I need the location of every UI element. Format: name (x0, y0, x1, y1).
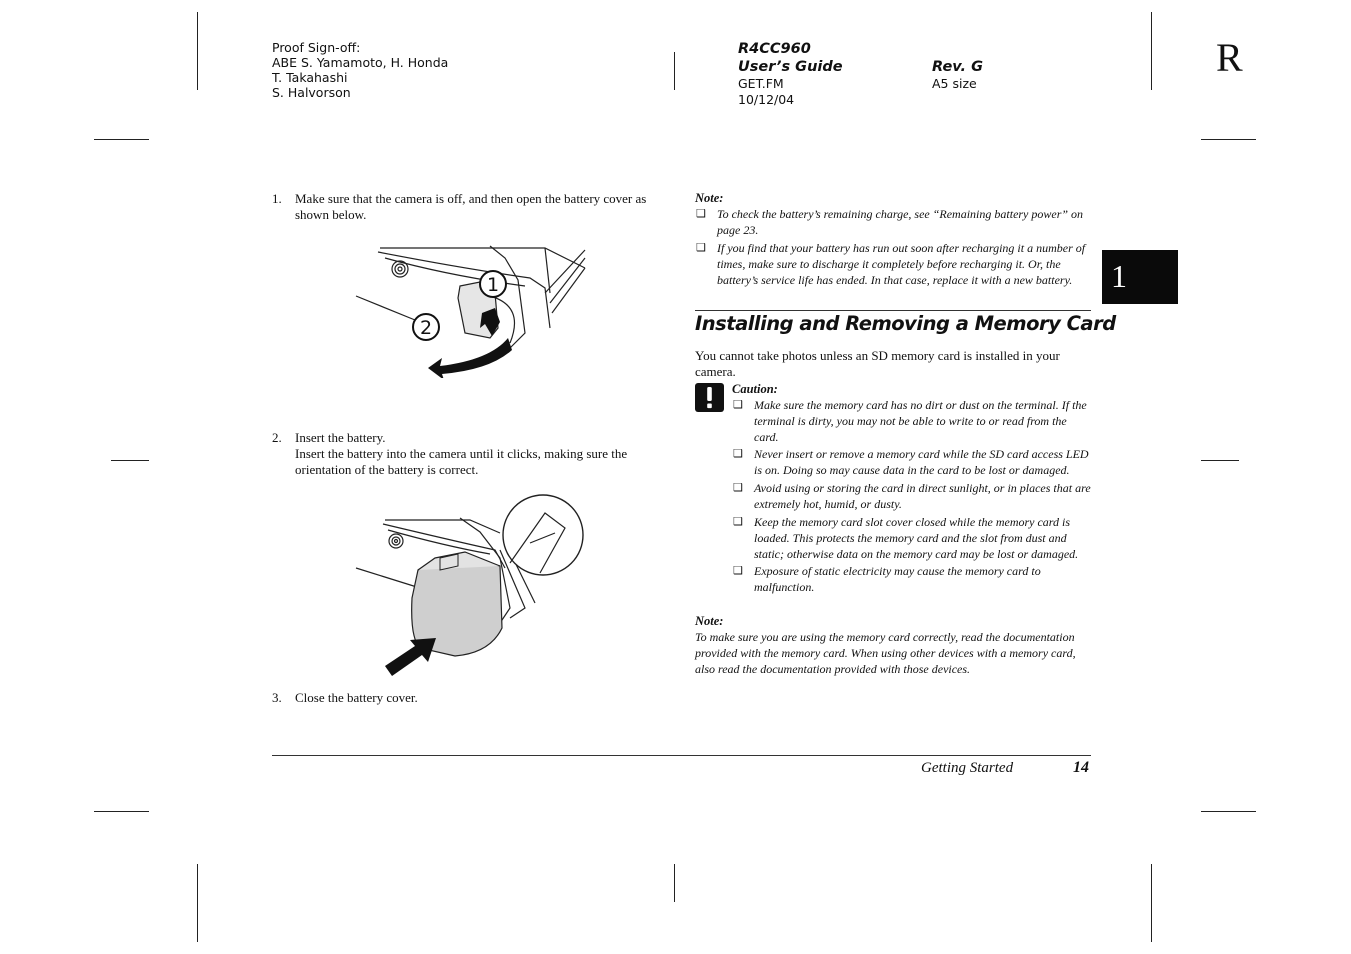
checkbox-bullet-icon: ❑ (733, 482, 743, 494)
crop-mark (1151, 12, 1152, 90)
detail-magnifier-circle (503, 495, 583, 575)
caution-label: Caution: (732, 382, 778, 396)
section-heading: Installing and Removing a Memory Card (695, 312, 1116, 335)
footer-section-title: Getting Started (921, 760, 1014, 776)
note-label: Note: (695, 191, 724, 205)
step-2 (272, 430, 667, 478)
step-number: 3. (272, 690, 282, 705)
battery-cover-illustration (340, 238, 600, 378)
doc-code: R4CC960 (738, 41, 811, 57)
chapter-number: 1 (1111, 258, 1127, 294)
step-text: Make sure that the camera is off, and then open the battery cover as shown below. (295, 191, 647, 222)
caution-icon (695, 383, 724, 412)
checkbox-bullet-icon: ❑ (733, 565, 743, 577)
proof-line: S. Halvorson (272, 85, 351, 100)
crop-mark (1201, 460, 1239, 461)
proof-signoff-block (272, 40, 448, 100)
crop-mark (674, 864, 675, 902)
crop-mark (1201, 139, 1256, 140)
guide-title: User’s Guide (738, 59, 843, 75)
note-item: ❑ To check the battery’s remaining charge, see “Remaining battery power” on page 23. (696, 207, 1084, 237)
doc-date: 10/12/04 (738, 92, 795, 107)
revision: Rev. G (932, 59, 984, 75)
doc-info-block (738, 40, 843, 108)
caution-list (732, 397, 1094, 595)
note-list (695, 206, 1093, 288)
caution-item: ❑ Avoid using or storing the card in direct sunlight, or in places that are extremely hot, humid, or dusty. (733, 481, 1091, 511)
step-3 (272, 690, 667, 706)
insert-arrow-icon (385, 638, 436, 676)
section-intro: You cannot take photos unless an SD memory card is installed in your camera. (695, 348, 1060, 379)
step-number: 2. (272, 430, 282, 445)
registration-mark: R (1216, 35, 1243, 80)
proof-line: Proof Sign-off: (272, 40, 361, 55)
step-text: Close the battery cover. (295, 690, 418, 705)
note-top (695, 191, 1093, 288)
caution-item: ❑ Exposure of static electricity may cause the memory card to malfunction. (733, 564, 1041, 594)
curved-arrow-icon (428, 338, 512, 378)
step-text-line1: Insert the battery. (295, 430, 386, 445)
caution-item: ❑ Never insert or remove a memory card while the SD card access LED is on. Doing so may cause data in the card to be lost or damaged. (733, 447, 1089, 477)
crop-mark (197, 12, 198, 90)
crop-mark (1151, 864, 1152, 942)
tripod-socket (392, 261, 408, 277)
note-text: To make sure you are using the memory card correctly, read the documentation provided with the memory card. When using other devices with a memory card, also read the documentation provided with those devices. (695, 630, 1076, 676)
proof-line: ABE S. Yamamoto, H. Honda (272, 55, 449, 70)
note-label: Note: (695, 614, 724, 628)
checkbox-bullet-icon: ❑ (696, 208, 706, 220)
crop-mark (1201, 811, 1256, 812)
crop-mark (674, 52, 675, 90)
checkbox-bullet-icon: ❑ (733, 448, 743, 460)
note-bottom (695, 614, 1093, 677)
revision-block (932, 58, 983, 92)
proof-line: T. Takahashi (272, 70, 348, 85)
crop-mark (94, 139, 149, 140)
checkbox-bullet-icon: ❑ (696, 242, 706, 254)
file-name: GET.FM (738, 76, 784, 91)
insert-battery-illustration (340, 488, 600, 683)
callout-2-label: 2 (419, 317, 433, 339)
heading-rule (695, 310, 1091, 311)
step-number: 1. (272, 191, 282, 206)
caution-block (732, 382, 1094, 595)
checkbox-bullet-icon: ❑ (733, 516, 743, 528)
chapter-tab (1102, 250, 1178, 304)
crop-mark (111, 460, 149, 461)
caution-item: ❑ Keep the memory card slot cover closed while the memory card is loaded. This protects the memory card and the slot from dust and static; otherwise data on the memory card may be lost or damaged. (733, 515, 1079, 561)
step-1 (272, 191, 667, 223)
step-text-line2: Insert the battery into the camera until it clicks, making sure the orientation of the battery is correct. (295, 446, 628, 477)
page-number: 14 (1073, 759, 1089, 776)
checkbox-bullet-icon: ❑ (733, 399, 743, 411)
paper-size: A5 size (932, 76, 977, 91)
crop-mark (197, 864, 198, 942)
crop-mark (94, 811, 149, 812)
camera-body-outline (385, 520, 500, 533)
footer-rule (272, 755, 1091, 756)
caution-item: ❑ Make sure the memory card has no dirt or dust on the terminal. If the terminal is dirty, you may not be able to write to or read from the card. (733, 398, 1087, 444)
callout-1-label: 1 (486, 274, 500, 296)
note-item: ❑ If you find that your battery has run out soon after recharging it a number of times, make sure to discharge it completely before recharging it. Or, the battery’s service life has ended. In that case, replace it with a new battery. (696, 241, 1086, 287)
tripod-socket (389, 534, 403, 548)
